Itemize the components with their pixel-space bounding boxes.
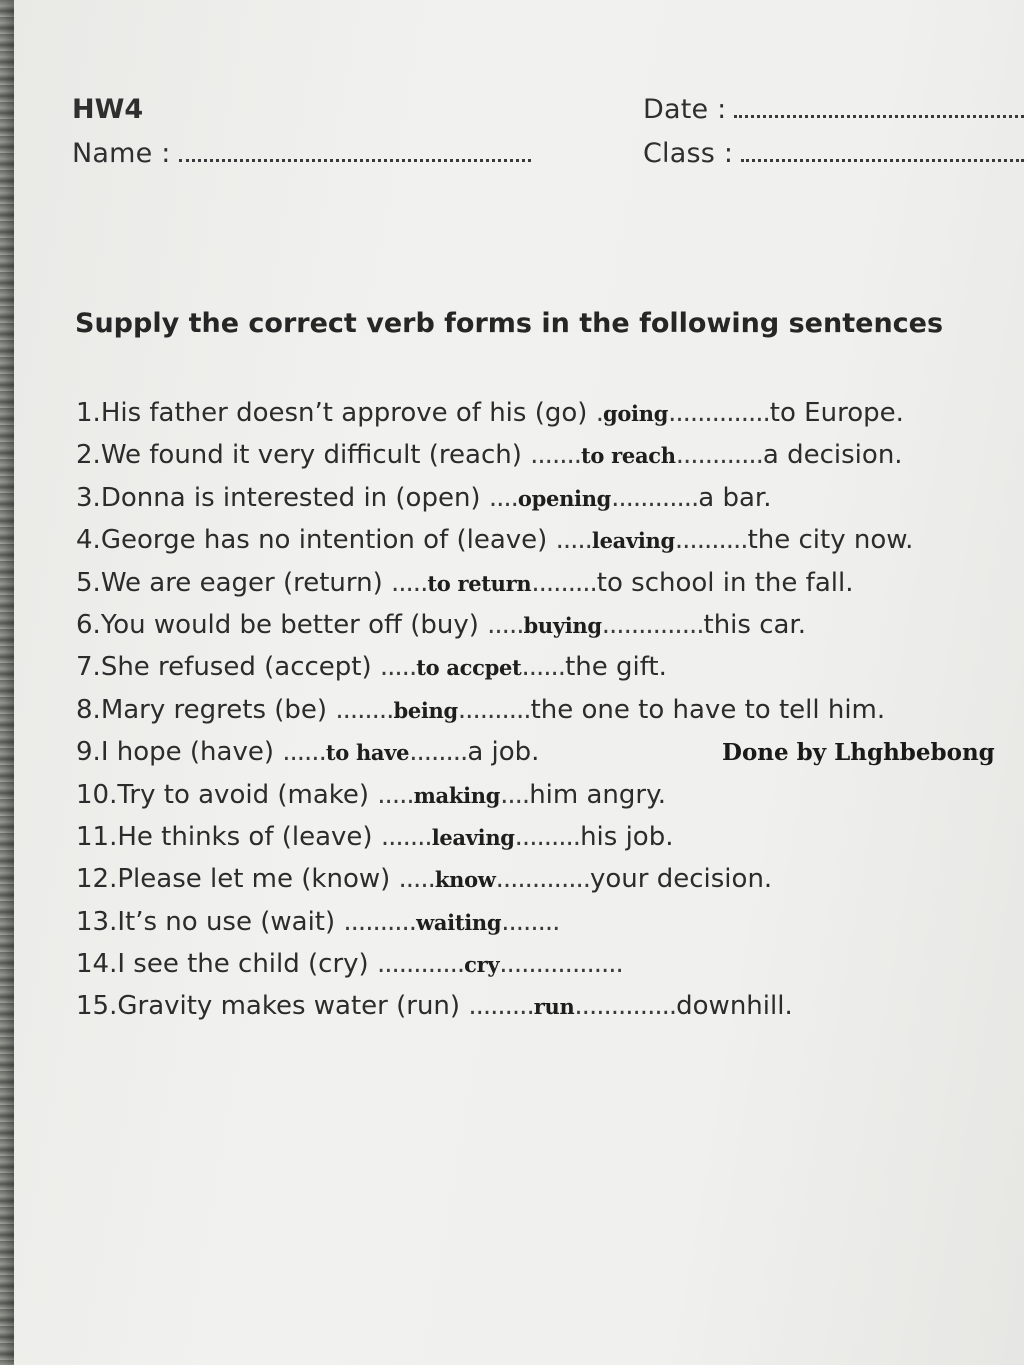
class-label: Class : — [643, 138, 734, 169]
exercise-item-2 — [76, 435, 976, 477]
exercise-ending: the city now. — [747, 525, 914, 556]
class-field — [643, 138, 1024, 169]
exercise-dots-after: .............. — [574, 991, 677, 1022]
exercise-ending: to Europe. — [769, 398, 904, 428]
exercise-answer: leaving — [431, 824, 515, 850]
exercise-dots-before: ..... — [377, 779, 414, 810]
exercise-number: 14. — [76, 949, 118, 980]
exercise-dots-before: . — [595, 398, 603, 428]
exercise-number: 12. — [76, 864, 118, 895]
exercise-dots-after: ............ — [675, 440, 763, 471]
exercise-prompt: I see the child (cry) — [117, 949, 377, 980]
exercise-item-10 — [76, 775, 976, 817]
exercise-item-11 — [76, 817, 976, 859]
exercise-prompt: She refused (accept) — [100, 652, 380, 683]
exercise-number: 10. — [76, 779, 118, 810]
exercise-dots-before: ...... — [282, 737, 326, 768]
exercise-number: 5. — [76, 567, 101, 598]
signature-note: Done by Lhghbebong — [722, 739, 995, 766]
exercise-ending: the one to have to tell him. — [530, 694, 886, 725]
exercise-dots-after: ............. — [495, 864, 591, 895]
exercise-answer: making — [413, 782, 501, 808]
name-blank-line — [179, 155, 531, 162]
exercise-dots-before: ....... — [530, 440, 582, 471]
exercise-dots-before: ............ — [376, 949, 465, 980]
exercise-dots-after: ...... — [521, 652, 566, 683]
exercise-item-5 — [76, 563, 976, 605]
exercise-number: 2. — [76, 440, 101, 471]
exercise-prompt: He thinks of (leave) — [117, 821, 381, 852]
exercise-item-8 — [76, 690, 976, 732]
exercise-ending: a decision. — [762, 440, 903, 471]
background-page-edge — [0, 0, 14, 1365]
exercise-ending: the gift. — [565, 652, 667, 683]
exercise-answer: know — [434, 867, 496, 893]
exercise-dots-before: ..... — [487, 609, 524, 640]
exercise-dots-after: ........ — [409, 737, 468, 768]
exercise-ending: downhill. — [676, 991, 793, 1022]
homework-title — [72, 94, 143, 125]
exercise-number: 4. — [76, 525, 101, 556]
exercise-answer: to have — [325, 740, 410, 766]
exercise-ending: a job. — [467, 737, 540, 768]
exercise-prompt: We found it very difficult (reach) — [100, 440, 531, 471]
exercise-dots-before: ......... — [468, 991, 534, 1022]
class-blank-line — [741, 155, 1024, 162]
exercise-dots-after: ........ — [501, 906, 560, 937]
exercise-item-13 — [76, 902, 976, 944]
exercise-dots-after: .............. — [668, 398, 770, 428]
exercise-prompt: His father doesn’t approve of his (go) — [100, 398, 596, 428]
exercise-prompt: Please let me (know) — [117, 864, 399, 895]
exercise-item-6 — [76, 605, 976, 647]
exercise-dots-before: ..... — [379, 652, 417, 683]
exercise-answer: opening — [517, 485, 612, 511]
exercise-number: 6. — [76, 609, 101, 640]
date-blank-line — [734, 111, 1024, 118]
exercise-dots-after: ......... — [531, 567, 597, 598]
exercise-item-3 — [76, 478, 976, 520]
exercise-ending: him angry. — [529, 779, 667, 810]
exercise-ending: his job. — [580, 821, 674, 852]
exercise-answer: buying — [523, 612, 602, 638]
exercise-answer: going — [602, 401, 669, 426]
exercise-number: 15. — [76, 991, 118, 1022]
exercise-answer: to accpet — [416, 655, 522, 681]
exercise-number: 8. — [76, 694, 101, 725]
exercise-list — [76, 393, 976, 1029]
exercise-dots-before: ....... — [380, 821, 432, 852]
date-label: Date : — [643, 94, 727, 125]
name-field — [72, 138, 531, 169]
exercise-prompt: Gravity makes water (run) — [117, 991, 469, 1022]
exercise-dots-before: .... — [488, 482, 518, 513]
exercise-dots-after: .......... — [457, 694, 531, 725]
exercise-prompt: Mary regrets (be) — [100, 694, 336, 725]
name-label: Name : — [72, 138, 171, 169]
exercise-dots-after: ............ — [611, 482, 699, 513]
exercise-answer: waiting — [416, 909, 502, 935]
exercise-answer: cry — [464, 952, 500, 978]
exercise-dots-after: .... — [500, 779, 530, 810]
exercise-dots-after: .............. — [601, 609, 704, 640]
exercise-answer: run — [533, 994, 575, 1020]
exercise-ending: a bar. — [698, 482, 772, 513]
exercise-number: 11. — [76, 821, 118, 852]
date-field — [643, 94, 1024, 125]
exercise-dots-before: ........ — [335, 694, 394, 725]
exercise-item-14 — [76, 944, 976, 986]
exercise-number: 1. — [76, 398, 101, 428]
exercise-number: 3. — [76, 482, 101, 513]
instruction-heading: Supply the correct verb forms in the following sentences — [75, 308, 944, 339]
exercise-answer: to reach — [581, 443, 676, 469]
homework-title-text: HW4 — [72, 94, 144, 125]
exercise-dots-before: ..... — [391, 567, 428, 598]
exercise-dots-before: ..... — [555, 525, 592, 556]
exercise-number: 13. — [76, 906, 118, 937]
exercise-item-1 — [76, 393, 976, 435]
exercise-item-7 — [76, 647, 976, 689]
exercise-prompt: I hope (have) — [100, 737, 283, 768]
exercise-dots-after: ................. — [499, 949, 623, 980]
exercise-dots-after: ......... — [514, 821, 581, 852]
exercise-prompt: It’s no use (wait) — [117, 906, 344, 937]
exercise-number: 9. — [76, 737, 101, 768]
exercise-prompt: We are eager (return) — [100, 567, 392, 598]
exercise-answer: being — [393, 697, 458, 723]
exercise-ending: this car. — [703, 609, 807, 640]
exercise-dots-after: .......... — [674, 525, 748, 556]
exercise-item-12 — [76, 859, 976, 901]
exercise-item-4 — [76, 520, 976, 562]
exercise-ending: your decision. — [590, 864, 773, 895]
exercise-prompt: Try to avoid (make) — [117, 779, 378, 810]
exercise-dots-before: .......... — [343, 906, 417, 937]
exercise-prompt: George has no intention of (leave) — [100, 525, 556, 556]
exercise-number: 7. — [76, 652, 101, 683]
exercise-answer: to return — [427, 570, 532, 596]
exercise-item-15 — [76, 986, 976, 1028]
exercise-dots-before: ..... — [398, 864, 435, 895]
exercise-prompt: You would be better off (buy) — [100, 609, 488, 640]
exercise-answer: leaving — [591, 528, 675, 554]
exercise-prompt: Donna is interested in (open) — [100, 482, 489, 513]
exercise-ending: to school in the fall. — [596, 567, 854, 598]
